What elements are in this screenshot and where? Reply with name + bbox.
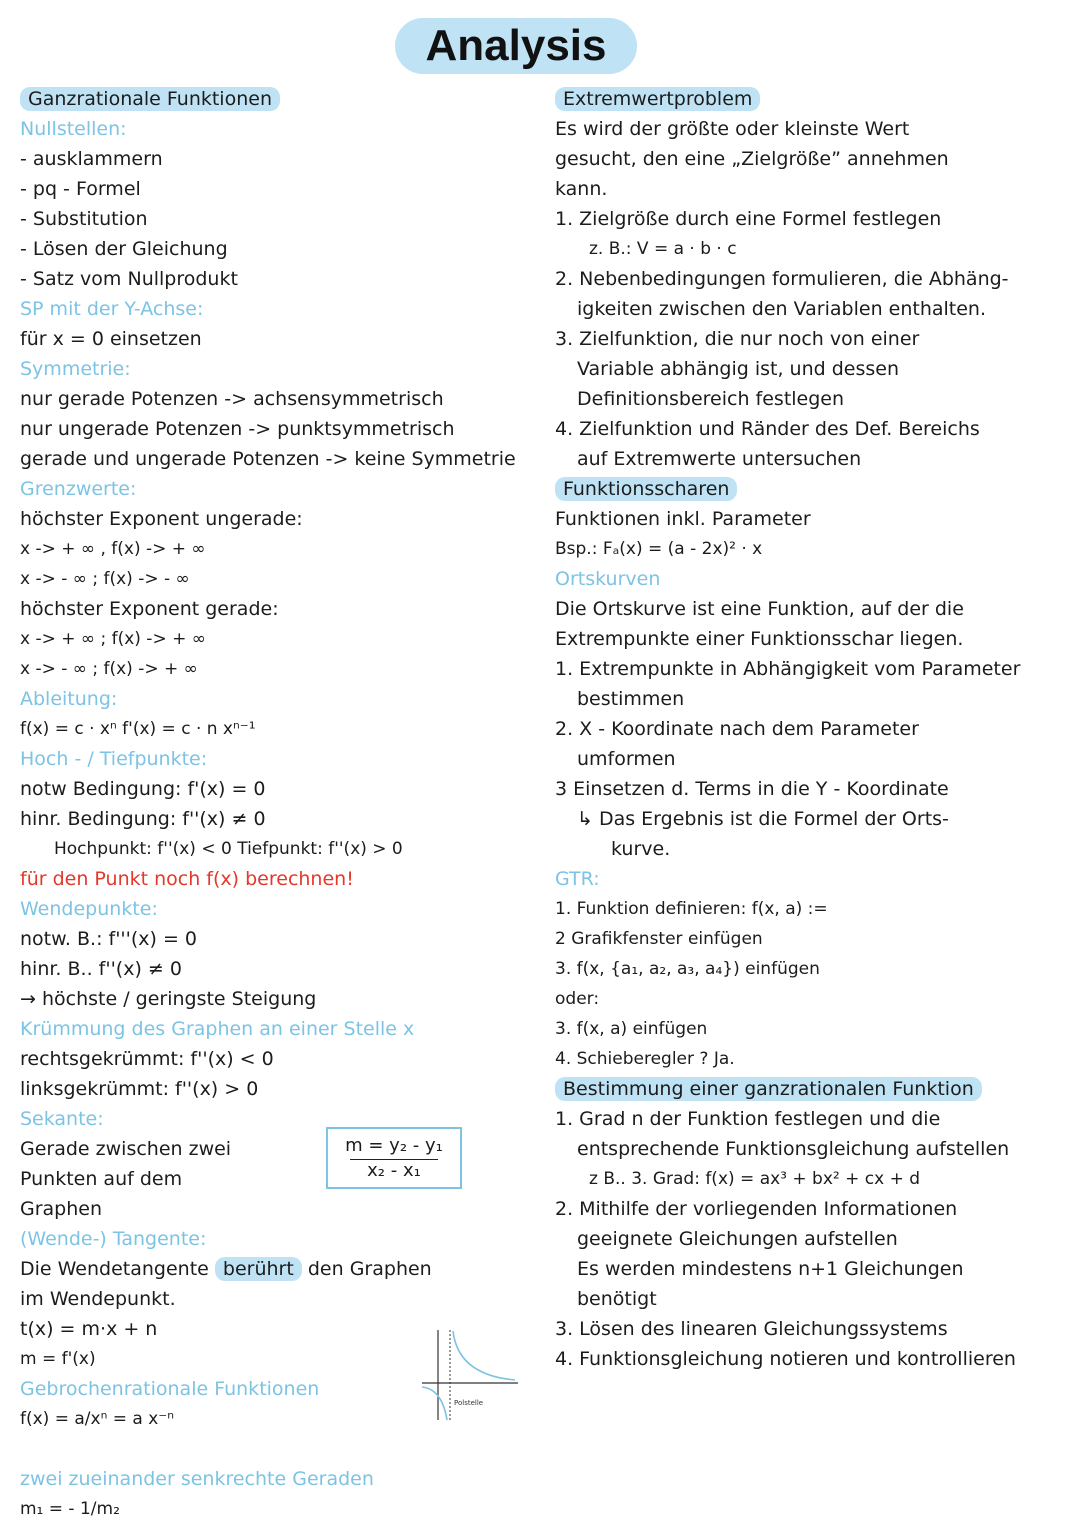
text-line: Hochpunkt: f''(x) < 0 Tiefpunkt: f''(x) > 0 [54,839,403,859]
list-item: 4. Funktionsgleichung notieren und kontrollieren [555,1348,1016,1370]
list-item: - Lösen der Gleichung [20,238,228,260]
list-item: 2. Mithilfe der vorliegenden Informationen [555,1198,958,1220]
text-line: für x = 0 einsetzen [20,328,202,350]
right-column [555,84,1075,1374]
heading-senkrechte-geraden: zwei zueinander senkrechte Geraden [20,1468,374,1490]
list-item: 1. Funktion definieren: f(x, a) := [555,899,828,919]
spacer [20,1434,540,1464]
curve-right [453,1331,515,1380]
heading-kruemmung: Krümmung des Graphen an einer Stelle x [20,1018,415,1040]
text-line: x -> + ∞ ; f(x) -> + ∞ [20,629,206,649]
list-item: 3. Zielfunktion, die nur noch von einer [555,328,920,350]
section-title-ganzrationale: Ganzrationale Funktionen [20,87,280,111]
list-item: - Satz vom Nullprodukt [20,268,238,290]
formula: f(x) = c · xⁿ f'(x) = c · n xⁿ⁻¹ [20,719,256,739]
hyperbola-graph [420,1325,520,1425]
heading-tangente: (Wende-) Tangente: [20,1228,207,1250]
section-title-funktionsscharen: Funktionsscharen [555,477,737,501]
text-line [20,1254,540,1284]
list-item: igkeiten zwischen den Variablen enthalten. [577,298,987,320]
list-item: 1. Zielgröße durch eine Formel festlegen [555,208,942,230]
text-line: linksgekrümmt: f''(x) > 0 [20,1078,259,1100]
text-line: notw Bedingung: f'(x) = 0 [20,778,266,800]
formula: f(x) = a/xⁿ = a x⁻ⁿ [20,1409,175,1429]
section-title-bestimmung: Bestimmung einer ganzrationalen Funktion [555,1077,982,1101]
heading-sekante: Sekante: [20,1108,104,1130]
text-line: hinr. Bedingung: f''(x) ≠ 0 [20,808,266,830]
list-item: kurve. [611,838,671,860]
text-line: Graphen [20,1198,103,1220]
heading-gebrochenrationale: Gebrochenrationale Funktionen [20,1378,320,1400]
sekante-formula-box [326,1127,462,1189]
list-item: 1. Extrempunkte in Abhängigkeit vom Parameter [555,658,1021,680]
list-item: benötigt [577,1288,657,1310]
text-line: Funktionen inkl. Parameter [555,508,811,530]
text-line: höchster Exponent gerade: [20,598,279,620]
tangente-text-post: den Graphen [301,1258,432,1280]
text-line: gerade und ungerade Potenzen -> keine Symmetrie [20,448,516,470]
list-item: - pq - Formel [20,178,141,200]
list-item: 4. Schieberegler ? Ja. [555,1049,735,1069]
heading-nullstellen: Nullstellen: [20,118,127,140]
text-line: Die Ortskurve ist eine Funktion, auf der die [555,598,964,620]
list-item: 2. Nebenbedingungen formulieren, die Abhäng- [555,268,1009,290]
text-line: → höchste / geringste Steigung [20,988,317,1010]
heading-gtr: GTR: [555,868,600,890]
list-item: bestimmen [577,688,685,710]
heading-grenzwerte: Grenzwerte: [20,478,137,500]
polstelle-label: Polstelle [454,1399,484,1407]
list-item: umformen [577,748,676,770]
list-item: Es werden mindestens n+1 Gleichungen [577,1258,964,1280]
formula: m = f'(x) [20,1349,96,1369]
text-line: x -> - ∞ ; f(x) -> + ∞ [20,659,198,679]
list-item: geeignete Gleichungen aufstellen [577,1228,898,1250]
text-line: x -> + ∞ , f(x) -> + ∞ [20,539,206,559]
heading-sp-y-achse: SP mit der Y-Achse: [20,298,204,320]
section-title-extremwert: Extremwertproblem [555,87,760,111]
list-item: 3. f(x, a) einfügen [555,1019,708,1039]
text-line: Es wird der größte oder kleinste Wert [555,118,910,140]
heading-symmetrie: Symmetrie: [20,358,131,380]
list-item: 2 Grafikfenster einfügen [555,929,763,949]
list-item: 1. Grad n der Funktion festlegen und die [555,1108,941,1130]
text-line: im Wendepunkt. [20,1288,176,1310]
text-line: höchster Exponent ungerade: [20,508,303,530]
list-item: Definitionsbereich festlegen [577,388,845,410]
text-line: rechtsgekrümmt: f''(x) < 0 [20,1048,274,1070]
formula-denominator: x₂ - x₁ [350,1159,438,1182]
list-item: Variable abhängig ist, und dessen [577,358,900,380]
list-item: - Substitution [20,208,148,230]
left-column [20,84,540,1524]
list-item: ↳ Das Ergebnis ist die Formel der Orts- [577,808,949,830]
tangente-text-pre: Die Wendetangente [20,1258,215,1280]
list-item: 3. Lösen des linearen Gleichungssystems [555,1318,948,1340]
list-item: 2. X - Koordinate nach dem Parameter [555,718,919,740]
text-line: hinr. B.. f''(x) ≠ 0 [20,958,182,980]
text-line: nur ungerade Potenzen -> punktsymmetrisch [20,418,455,440]
page-title: Analysis [395,18,637,74]
heading-hoch-tiefpunkte: Hoch - / Tiefpunkte: [20,748,208,770]
formula: Bsp.: Fₐ(x) = (a - 2x)² · x [555,539,763,559]
heading-ortskurven: Ortskurven [555,568,661,590]
text-line: Gerade zwischen zwei [20,1138,232,1160]
formula: t(x) = m·x + n [20,1318,158,1340]
list-item: 3 Einsetzen d. Terms in die Y - Koordinate [555,778,949,800]
text-line: x -> - ∞ ; f(x) -> - ∞ [20,569,190,589]
formula: z B.. 3. Grad: f(x) = ax³ + bx² + cx + d [589,1169,921,1189]
list-item: auf Extremwerte untersuchen [577,448,862,470]
curve-left [422,1387,447,1420]
text-line: gesucht, den eine „Zielgröße” annehmen [555,148,949,170]
formula-numerator: m = y₂ - y₁ [345,1135,443,1156]
text-line: nur gerade Potenzen -> achsensymmetrisch [20,388,444,410]
list-item: 4. Zielfunktion und Ränder des Def. Bereichs [555,418,980,440]
list-item: z. B.: V = a · b · c [589,239,737,259]
formula: m₁ = - 1/m₂ [20,1499,120,1519]
highlight-beruehrt: berührt [215,1257,302,1281]
text-line: notw. B.: f'''(x) = 0 [20,928,198,950]
text-line: Extrempunkte einer Funktionsschar liegen. [555,628,964,650]
text-line: Punkten auf dem [20,1168,183,1190]
list-item: entsprechende Funktionsgleichung aufstellen [577,1138,1010,1160]
list-item: - ausklammern [20,148,163,170]
text-line: oder: [555,989,600,1009]
text-line: kann. [555,178,608,200]
list-item: 3. f(x, {a₁, a₂, a₃, a₄}) einfügen [555,959,820,979]
warning-text: für den Punkt noch f(x) berechnen! [20,868,354,890]
heading-ableitung: Ableitung: [20,688,118,710]
heading-wendepunkte: Wendepunkte: [20,898,158,920]
